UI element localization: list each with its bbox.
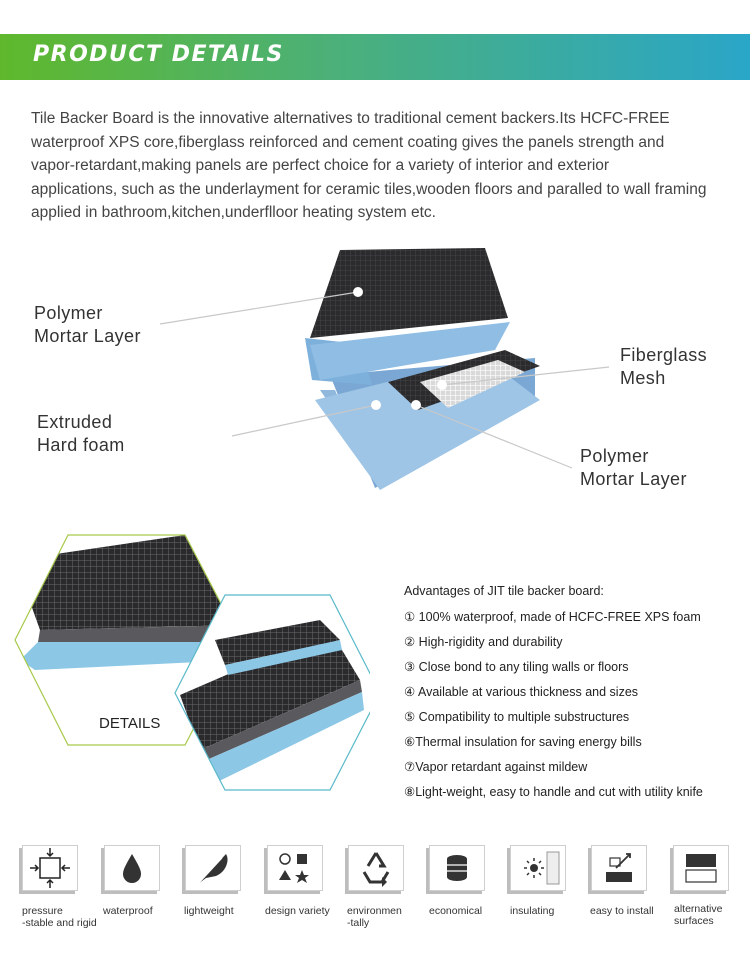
mortar-upper-top (310, 248, 508, 338)
label-line: Fiberglass (620, 345, 708, 365)
surfaces-icon (673, 845, 729, 891)
feature-label-easy-install (590, 905, 654, 917)
advantage-item: ⑧Light-weight, easy to handle and cut with utility knife (404, 785, 703, 799)
marker-dot (353, 287, 363, 297)
advantage-item: ④ Available at various thickness and sizes (404, 685, 639, 699)
intro-line: applied in bathroom,kitchen,underflloor heating system etc. (31, 204, 436, 221)
intro-line: applications, such as the underlayment for ceramic tiles,wooden floors and paralled to wall framing (31, 180, 707, 198)
advantage-item: ⑥Thermal insulation for saving energy bills (404, 735, 642, 749)
intro-line: waterproof XPS core,fiberglass reinforced and cement coating gives the panels strength and (31, 133, 665, 151)
feature-label-line: environmen (347, 905, 402, 917)
label-line: Extruded (37, 412, 113, 432)
label-line: Mortar Layer (34, 326, 141, 346)
advantage-item: ① 100% waterproof, made of HCFC-FREE XPS foam (404, 610, 701, 624)
feature-label-line: surfaces (674, 915, 714, 927)
marker-dot (411, 400, 421, 410)
label-fiberglass-mesh (620, 344, 707, 390)
feature-label-design-variety (265, 905, 330, 917)
feature-label-line: alternative (674, 903, 723, 915)
feature-label-line: -tally (347, 917, 370, 929)
marker-dot (437, 380, 447, 390)
feature-label-economical (429, 905, 482, 917)
feature-label-pressure (22, 905, 97, 929)
feature-icons-row (0, 845, 750, 965)
intro-paragraph (31, 107, 743, 225)
detail-hexagons (0, 530, 370, 800)
advantages-list (404, 608, 703, 808)
advantage-item: ⑤ Compatibility to multiple substructures (404, 710, 630, 724)
label-line: Polymer (34, 303, 103, 323)
label-line: Mesh (620, 368, 666, 388)
feature-label-insulating (510, 905, 554, 917)
feature-label-alternative-surfaces (674, 903, 722, 927)
install-icon (591, 845, 647, 891)
feature-label-line: waterproof (103, 905, 153, 917)
water-drop-icon (104, 845, 160, 891)
feature-label-line: design variety (265, 905, 330, 917)
feature-label-environmentally (347, 905, 402, 929)
intro-line: vapor-retardant,making panels are perfect choice for a variety of interior and exterior (31, 157, 610, 174)
label-polymer-mortar-bottom (580, 445, 687, 491)
advantages-title: Advantages of JIT tile backer board: (404, 584, 604, 598)
advantage-item: ⑦Vapor retardant against mildew (404, 760, 588, 774)
feature-label-line: insulating (510, 905, 555, 917)
feature-label-line: economical (429, 905, 483, 917)
shapes-icon (267, 845, 323, 891)
advantage-item: ③ Close bond to any tiling walls or floors (404, 660, 629, 674)
feature-label-line: easy to install (590, 905, 654, 917)
intro-line: Tile Backer Board is the innovative alternatives to traditional cement backers.Its HCFC-FREE (31, 110, 670, 127)
pressure-icon (22, 845, 78, 891)
advantage-item: ② High-rigidity and durability (404, 635, 563, 649)
sun-icon (510, 845, 566, 891)
marker-dot (371, 400, 381, 410)
recycle-icon (348, 845, 404, 891)
feature-label-lightweight (184, 905, 234, 917)
label-line: Mortar Layer (580, 469, 687, 489)
label-line: Polymer (580, 446, 649, 466)
page-title: PRODUCT DETAILS (33, 42, 284, 67)
coins-icon (429, 845, 485, 891)
feature-label-line: lightweight (184, 905, 234, 917)
feature-label-line: pressure (22, 905, 63, 917)
feature-label-line: -stable and rigid (22, 917, 97, 929)
feather-icon (185, 845, 241, 891)
label-line: Hard foam (37, 435, 125, 455)
details-label: DETAILS (99, 715, 161, 732)
label-extruded-foam (37, 411, 125, 457)
feature-label-waterproof (103, 905, 153, 917)
header-banner (0, 34, 750, 80)
label-polymer-mortar-top (34, 302, 141, 348)
